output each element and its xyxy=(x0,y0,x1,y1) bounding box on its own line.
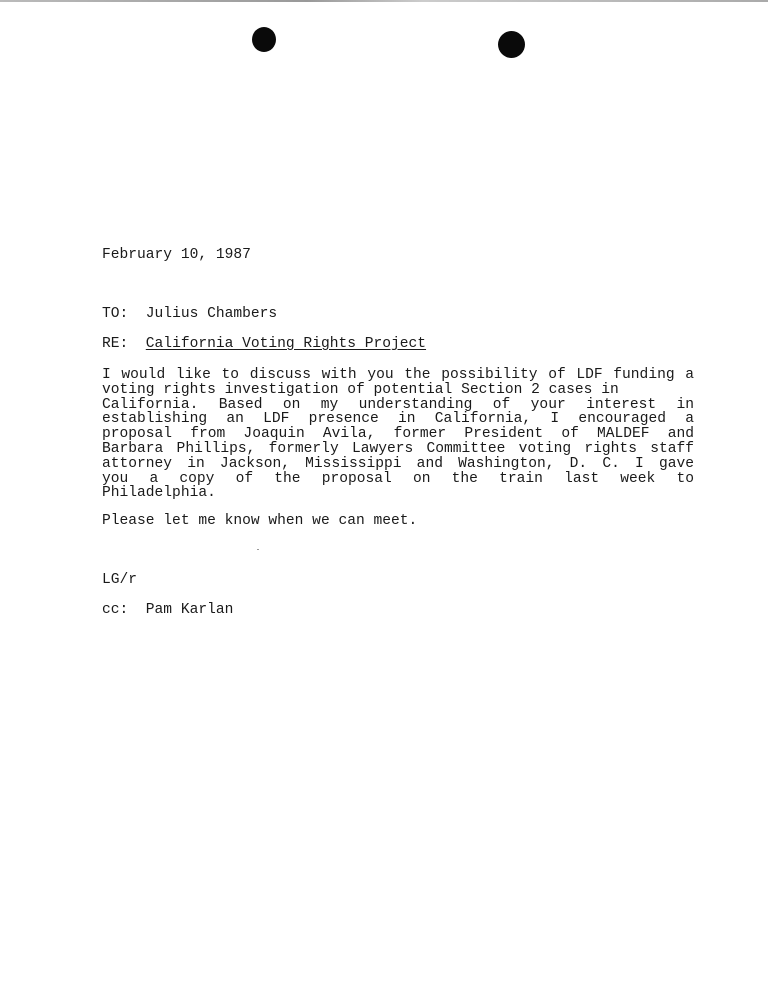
punch-hole-right xyxy=(498,31,525,58)
body-line: establishing an LDF presence in California, I encouraged a xyxy=(102,411,694,428)
body-line: proposal from Joaquin Avila, former President of MALDEF and xyxy=(102,426,694,443)
body-line: you a copy of the proposal on the train last week to xyxy=(102,470,694,487)
memo-body-paragraph xyxy=(102,368,694,501)
body-line: Barbara Phillips, formerly Lawyers Committee voting rights staff xyxy=(102,440,694,457)
scan-speck xyxy=(257,549,259,550)
memo-re-line xyxy=(102,337,426,352)
re-subject: California Voting Rights Project xyxy=(145,336,427,352)
memo-cc-line xyxy=(102,603,233,618)
memo-to-line xyxy=(102,307,277,322)
to-recipient: Julius Chambers xyxy=(145,306,278,322)
typist-initials: LG/r xyxy=(102,572,138,588)
punch-hole-left xyxy=(252,27,276,52)
body-line: voting rights investigation of potential Section 2 cases in xyxy=(102,381,619,398)
page-top-edge xyxy=(0,0,768,2)
body-line: I would like to discuss with you the possibility of LDF funding a xyxy=(102,367,694,383)
body-line: attorney in Jackson, Mississippi and Washington, D. C. I gave xyxy=(102,455,694,472)
memo-date: February 10, 1987 xyxy=(102,247,251,263)
cc-recipient: Pam Karlan xyxy=(145,602,234,618)
cc-label: cc: xyxy=(102,602,129,618)
body-line: California. Based on my understanding of your interest in xyxy=(102,396,694,413)
to-label: TO: xyxy=(102,306,129,322)
re-label: RE: xyxy=(102,336,129,352)
body-line: Philadelphia. xyxy=(102,485,216,502)
memo-closing: Please let me know when we can meet. xyxy=(102,513,418,529)
